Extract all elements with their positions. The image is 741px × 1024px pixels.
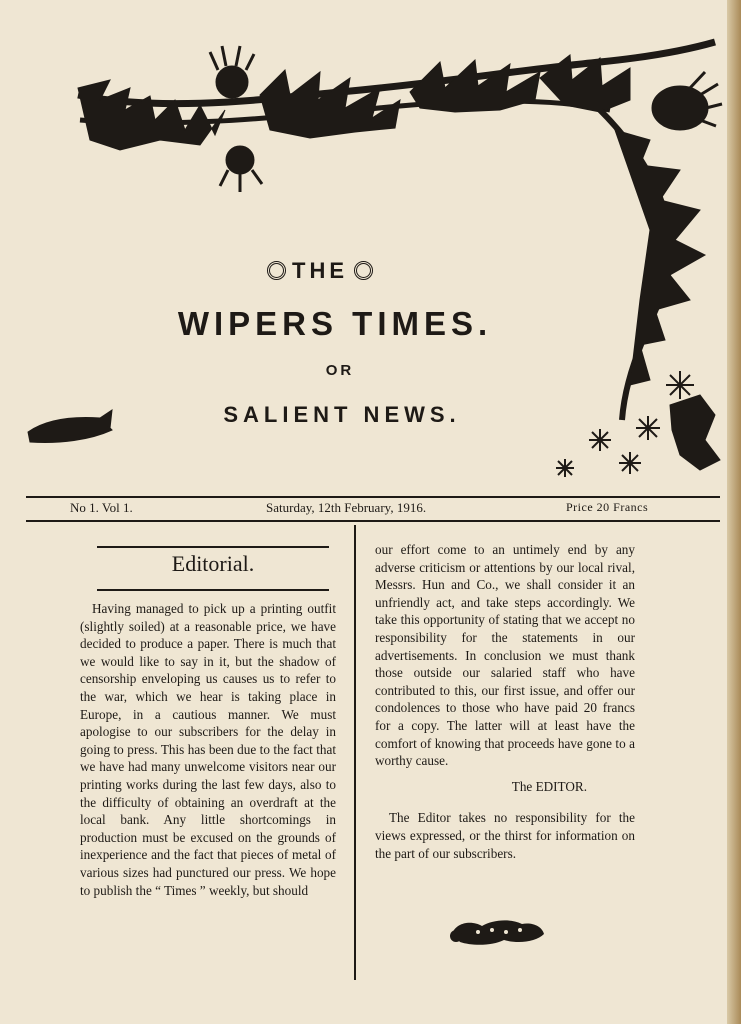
issue-number: No 1. Vol 1. — [70, 500, 133, 515]
editorial-rule-bottom — [97, 589, 329, 591]
editor-signature: The EDITOR. — [511, 778, 587, 794]
masthead-or: OR — [325, 362, 355, 379]
editorial-right-column — [375, 541, 635, 862]
dateline-rule-bottom — [26, 520, 720, 522]
masthead-the: THE — [0, 258, 640, 284]
tailpiece-ornament — [448, 914, 548, 950]
issue-price: Price 20 Francs — [566, 500, 649, 514]
masthead-subtitle: SALIENT NEWS. — [223, 402, 461, 427]
editorial-rule-top — [97, 546, 329, 548]
editorial-continuation: our effort come to an untimely end by any adverse criticism or attentions by our local rival, Messrs. Hun and Co., we shall consider it an unfriendly act, and take steps accordingly. We take this opportunity of stating that we accept no responsibility for the statements in our advertisements. In conclusion we must thank those outside our salaried staff who have contributed to this, our first issue, and offer our condolences to those who have paid 20 francs for a copy. The latter will at least have the comfort of knowing that proceeds have gone to a worthy cause. — [375, 542, 635, 769]
issue-date: Saturday, 12th February, 1916. — [266, 500, 427, 515]
ring-ornament-right — [354, 261, 373, 280]
editorial-paragraph: Having managed to pick up a printing outfit (slightly soiled) at a reasonable price, we have decided to produce a paper. There is much that we would like to say in it, but the shadow of censorship enveloping us causes us to refer to the war, which we hear is taking place in Europe, in a cautious manner. We must apologise to our subscribers for the delay in going to press. This has been due to the fact that we have had many unwelcome visitors near our printing works during the last few days, also to the difficulty of obtaining an overdraft at the local bank. Any little shortcomings in production must be excused on the grounds of inexperience and the fact that pieces of metal of various sizes had punctured our press. We hope to publish the “ Times ” weekly, but should — [80, 601, 336, 898]
ring-ornament-left — [267, 261, 286, 280]
dateline-rule-top — [26, 496, 720, 498]
masthead-title: WIPERS TIMES. — [177, 305, 493, 342]
editorial-left-column — [80, 600, 336, 899]
editorial-heading: Editorial. — [171, 551, 255, 576]
column-divider — [354, 525, 356, 980]
editor-disclaimer: The Editor takes no responsibility for the views expressed, or the thirst for information on the part of our subscribers. — [375, 810, 635, 861]
